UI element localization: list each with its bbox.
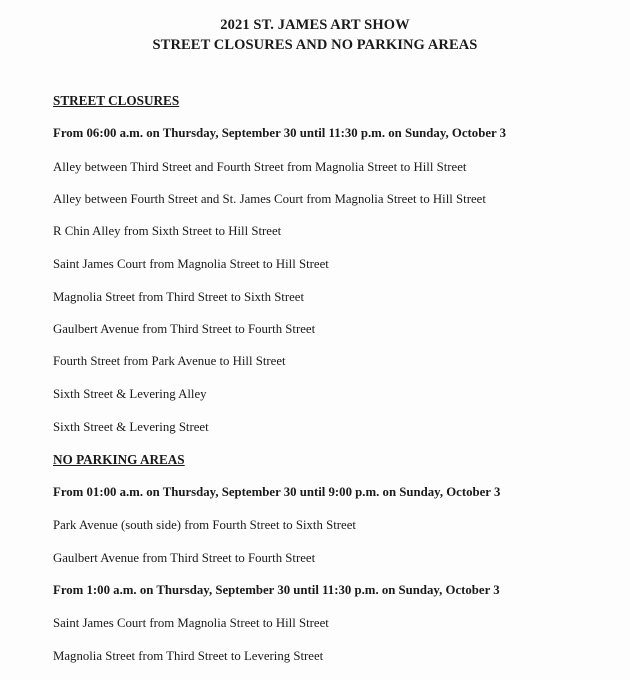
street-closure-item: Gaulbert Avenue from Third Street to Fourth Street xyxy=(53,322,316,336)
no-parking-time-range-2: From 1:00 a.m. on Thursday, September 30 until 11:30 p.m. on Sunday, October 3 xyxy=(53,583,500,597)
street-closures-heading: STREET CLOSURES xyxy=(53,93,180,108)
no-parking-item: Gaulbert Avenue from Third Street to Fourth Street xyxy=(53,551,316,565)
no-parking-item: Saint James Court from Magnolia Street to Hill Street xyxy=(53,616,329,630)
street-closure-item: Sixth Street & Levering Street xyxy=(53,420,209,434)
document-title-line-1: 2021 ST. JAMES ART SHOW xyxy=(220,17,410,33)
street-closure-item: Sixth Street & Levering Alley xyxy=(53,387,207,401)
no-parking-time-range-1: From 01:00 a.m. on Thursday, September 30 until 9:00 p.m. on Sunday, October 3 xyxy=(53,485,501,499)
document-title-line-2: STREET CLOSURES AND NO PARKING AREAS xyxy=(152,37,478,53)
no-parking-item: Park Avenue (south side) from Fourth Street to Sixth Street xyxy=(53,518,356,532)
street-closure-item: R Chin Alley from Sixth Street to Hill Street xyxy=(53,224,282,238)
street-closure-item: Alley between Fourth Street and St. James Court from Magnolia Street to Hill Street xyxy=(53,192,486,206)
street-closure-item: Saint James Court from Magnolia Street to Hill Street xyxy=(53,257,329,271)
no-parking-item: Magnolia Street from Third Street to Levering Street xyxy=(53,649,324,663)
no-parking-heading: NO PARKING AREAS xyxy=(53,452,185,467)
street-closure-item: Magnolia Street from Third Street to Sixth Street xyxy=(53,290,305,304)
street-closure-item: Fourth Street from Park Avenue to Hill Street xyxy=(53,354,286,368)
street-closures-time-range: From 06:00 a.m. on Thursday, September 30 until 11:30 p.m. on Sunday, October 3 xyxy=(53,126,507,140)
street-closure-item: Alley between Third Street and Fourth Street from Magnolia Street to Hill Street xyxy=(53,160,467,174)
